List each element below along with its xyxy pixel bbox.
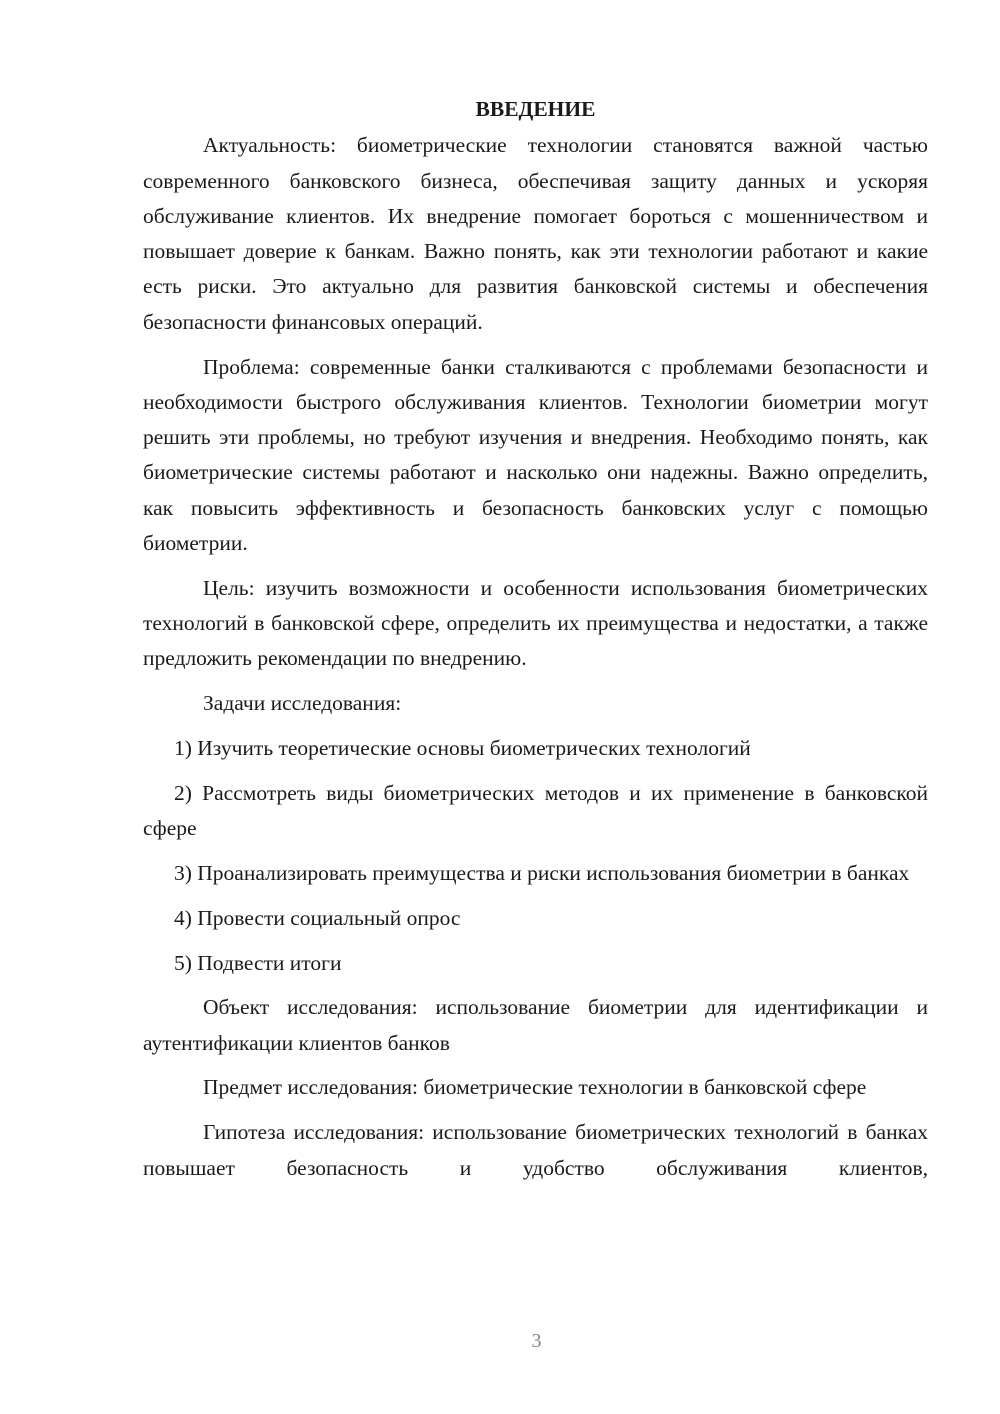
task-item: 4) Провести социальный опрос xyxy=(174,905,461,930)
goal-paragraph: Цель: изучить возможности и особенности использования биометрических технологий в банковской сфере, определить их преимущества и недостатки, а также предложить рекомендации по внедрению. xyxy=(143,575,928,671)
page-number: 3 xyxy=(531,1330,542,1352)
hypothesis-paragraph: Гипотеза исследования: использование биометрических технологий в банках повышает безопасность и удобство обслуживания клиентов, xyxy=(143,1120,928,1180)
relevance-paragraph: Актуальность: биометрические технологии становятся важной частью современного банковского бизнеса, обеспечивая защиту данных и ускоряя обслуживание клиентов. Их внедрение помогает бороться с мошенничеством и повышает доверие к банкам. Важно понять, как эти технологии работают и какие есть риски. Это актуально для развития банковской системы и обеспечения безопасности финансовых операций. xyxy=(143,133,928,334)
section-heading: ВВЕДЕНИЕ xyxy=(475,97,596,121)
task-item: 2) Рассмотреть виды биометрических методов и их применение в банковской сфере xyxy=(143,780,928,841)
task-item: 3) Проанализировать преимущества и риски использования биометрии в банках xyxy=(174,860,910,885)
tasks-intro: Задачи исследования: xyxy=(203,691,402,716)
subject-paragraph: Предмет исследования: биометрические технологии в банковской сфере xyxy=(203,1075,867,1100)
problem-paragraph: Проблема: современные банки сталкиваются с проблемами безопасности и необходимости быстрого обслуживания клиентов. Технологии биометрии могут решить эти проблемы, но требуют изучения и внедрения. Необходимо понять, как биометрические системы работают и насколько они надежны. Важно определить, как повысить эффективность и безопасность банковских услуг с помощью биометрии. xyxy=(143,354,928,556)
object-paragraph: Объект исследования: использование биометрии для идентификации и аутентификации клиентов банков xyxy=(143,995,928,1055)
document-body xyxy=(143,92,928,1186)
task-item: 1) Изучить теоретические основы биометрических технологий xyxy=(174,736,751,761)
task-item: 5) Подвести итоги xyxy=(174,950,342,975)
